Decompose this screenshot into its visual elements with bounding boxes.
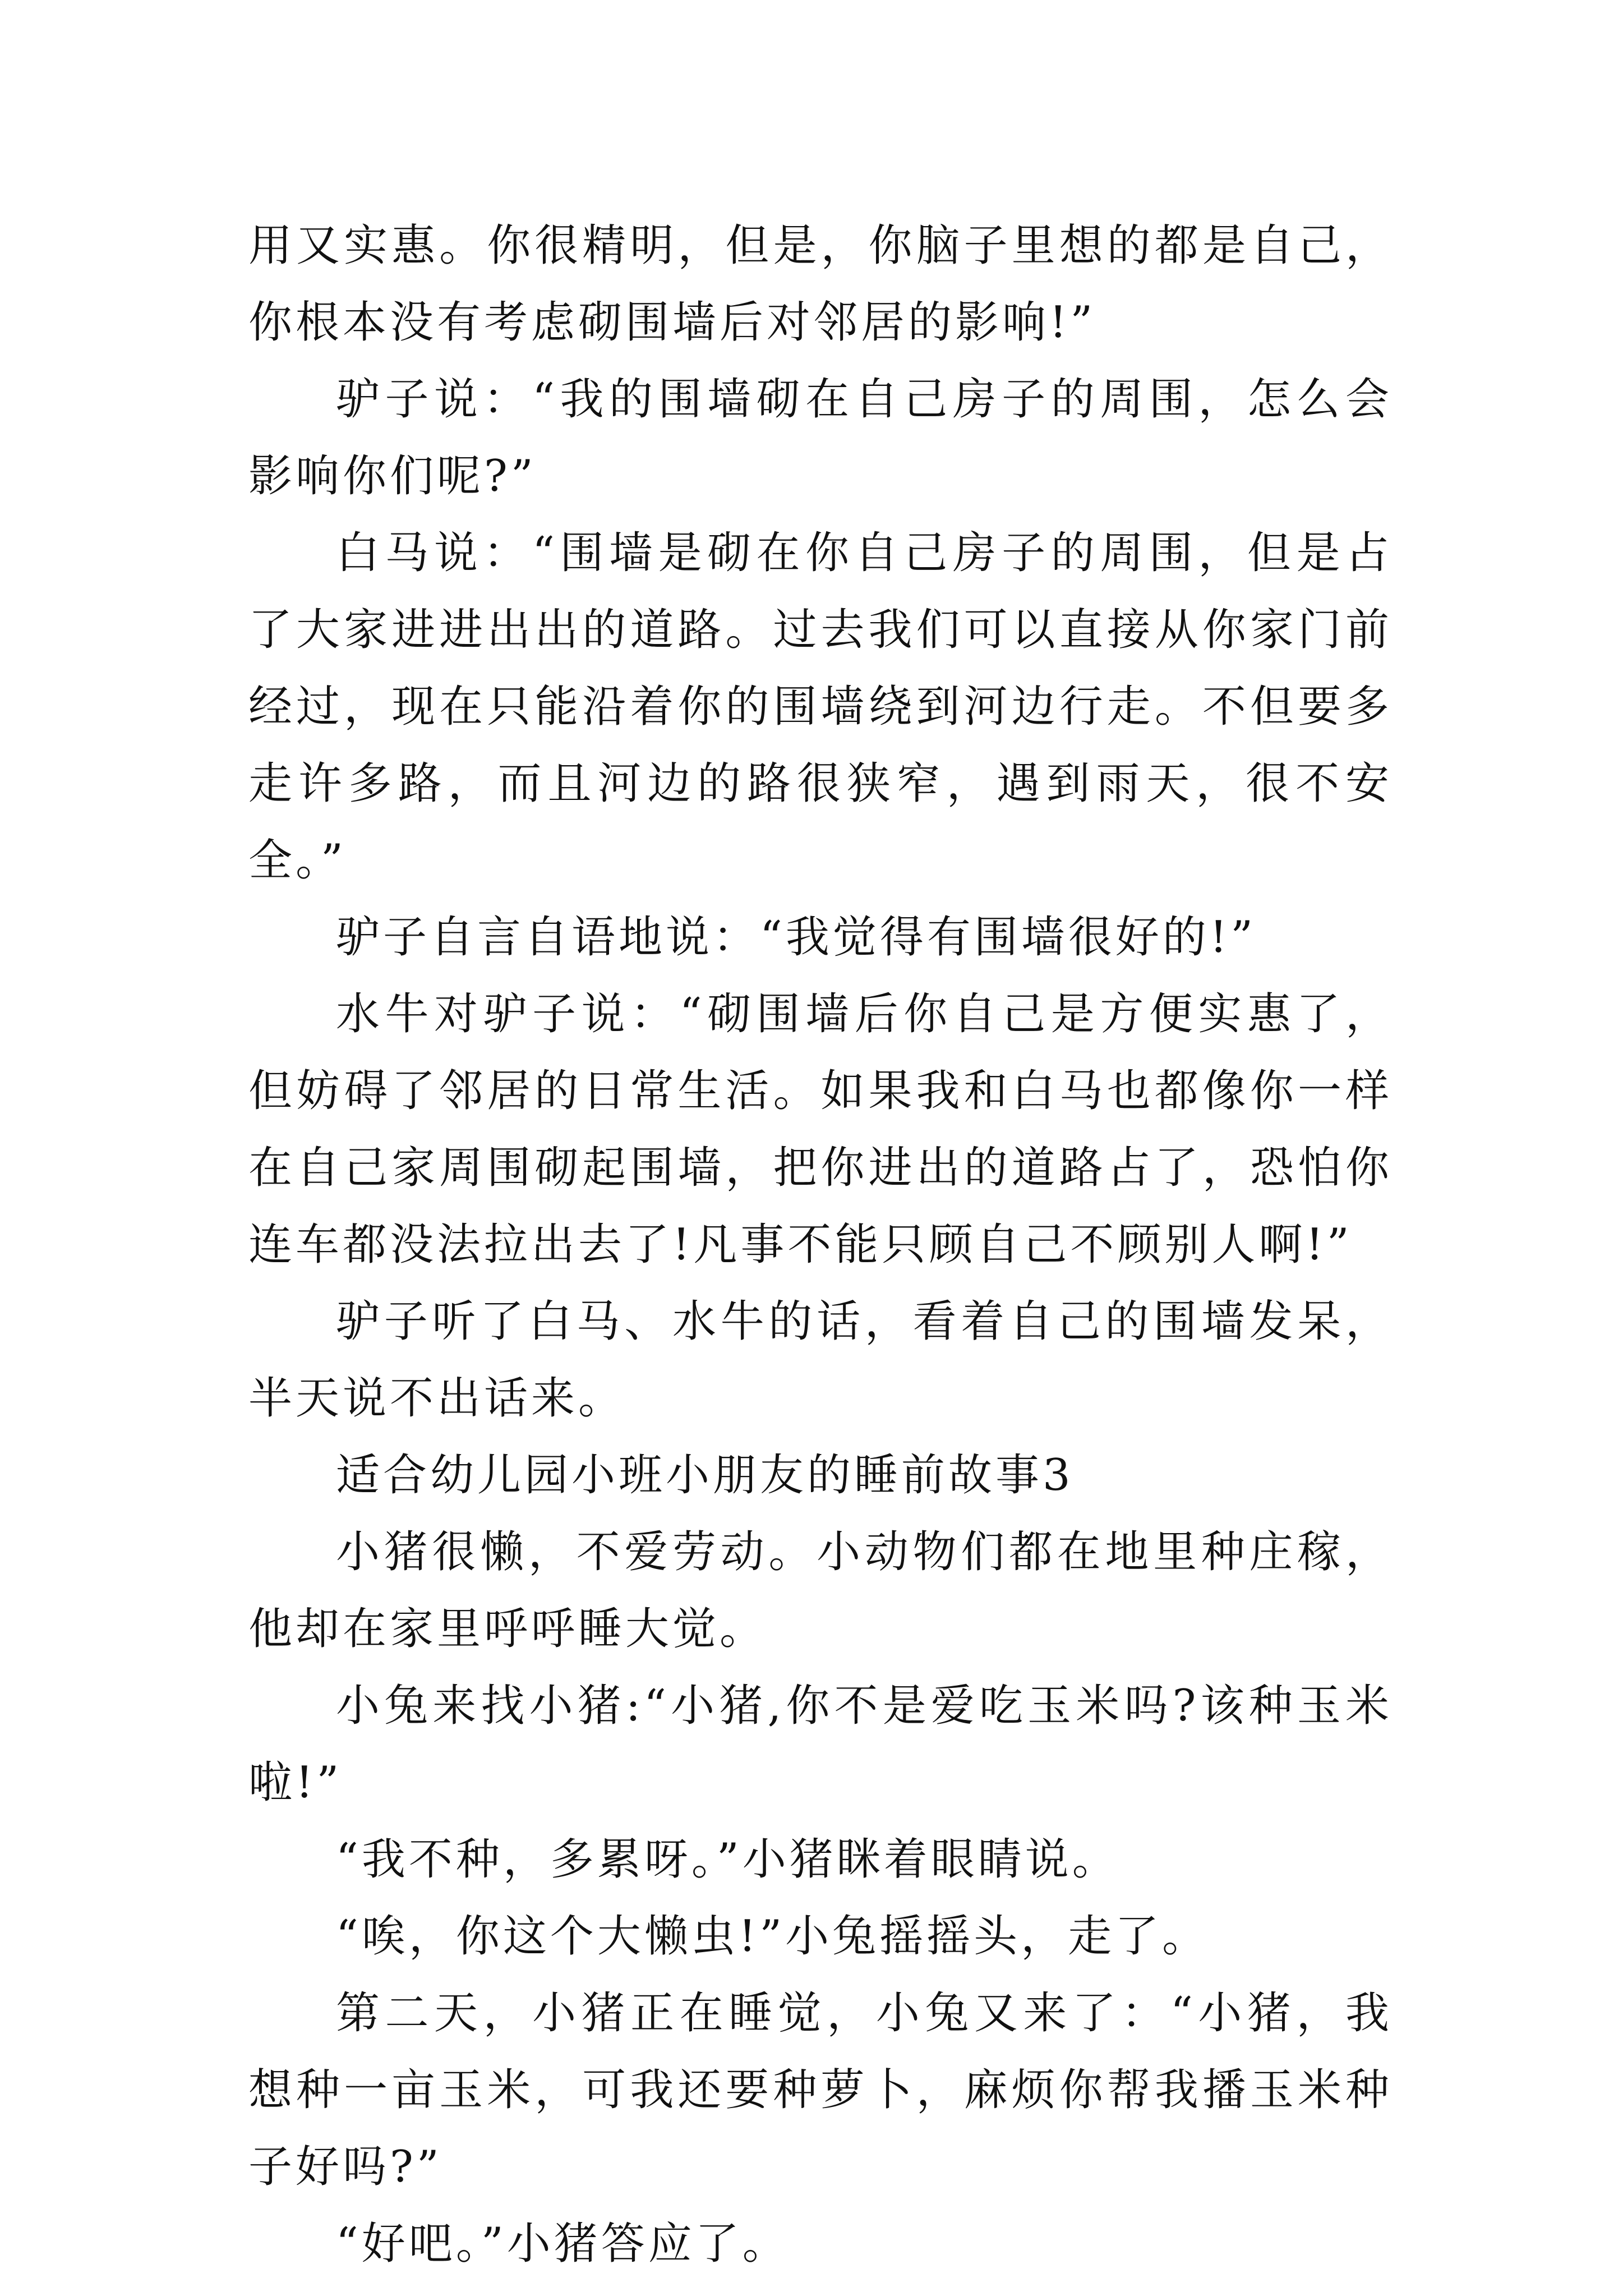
- paragraph-second-day: 第二天，小猪正在睡觉，小兔又来了：“小猪，我想种一亩玉米，可我还要种萝卜，麻烦你帮我播玉米种子好吗?”: [248, 1988, 1393, 2192]
- paragraph-pig-agrees: “好吧。”小猪答应了。: [336, 2219, 790, 2269]
- paragraph-donkey-speechless: 驴子听了白马、水牛的话，看着自己的围墙发呆，半天说不出话来。: [248, 1296, 1393, 1424]
- paragraph-rabbit-leaves: “唉，你这个大懒虫!”小兔摇摇头，走了。: [336, 1911, 1210, 1962]
- paragraph-donkey-murmur: 驴子自言自语地说：“我觉得有围墙很好的!”: [336, 912, 1257, 963]
- paragraph-rabbit-visit: 小兔来找小猪:“小猪,你不是爱吃玉米吗?该种玉米啦!”: [248, 1681, 1393, 1808]
- paragraph-lazy-pig: 小猪很懒，不爱劳动。小动物们都在地里种庄稼，他却在家里呼呼睡大觉。: [248, 1527, 1393, 1654]
- paragraph-continuation: 用又实惠。你很精明，但是，你脑子里想的都是自己，你根本没有考虑砌围墙后对邻居的影响!”: [248, 220, 1393, 348]
- paragraph-white-horse: 白马说：“围墙是砌在你自己房子的周围，但是占了大家进进出出的道路。过去我们可以直接从你家门前经过，现在只能沿着你的围墙绕到河边行走。不但要多走许多路，而且河边的路很狭窄，遇到雨天，很不安全。”: [248, 528, 1393, 886]
- paragraph-donkey-reply: 驴子说：“我的围墙砌在自己房子的周围，怎么会影响你们呢?”: [248, 374, 1393, 501]
- section-heading: 适合幼儿园小班小朋友的睡前故事3: [336, 1450, 1074, 1501]
- body-text: [248, 208, 1393, 2283]
- paragraph-pig-refuses: “我不种，多累呀。”小猪眯着眼睛说。: [336, 1834, 1119, 1885]
- paragraph-buffalo: 水牛对驴子说：“砌围墙后你自己是方便实惠了，但妨碍了邻居的日常生活。如果我和白马也都像你一样在自己家周围砌起围墙，把你进出的道路占了，恐怕你连车都没法拉出去了!凡事不能只顾自己不顾别人啊!”: [248, 989, 1393, 1270]
